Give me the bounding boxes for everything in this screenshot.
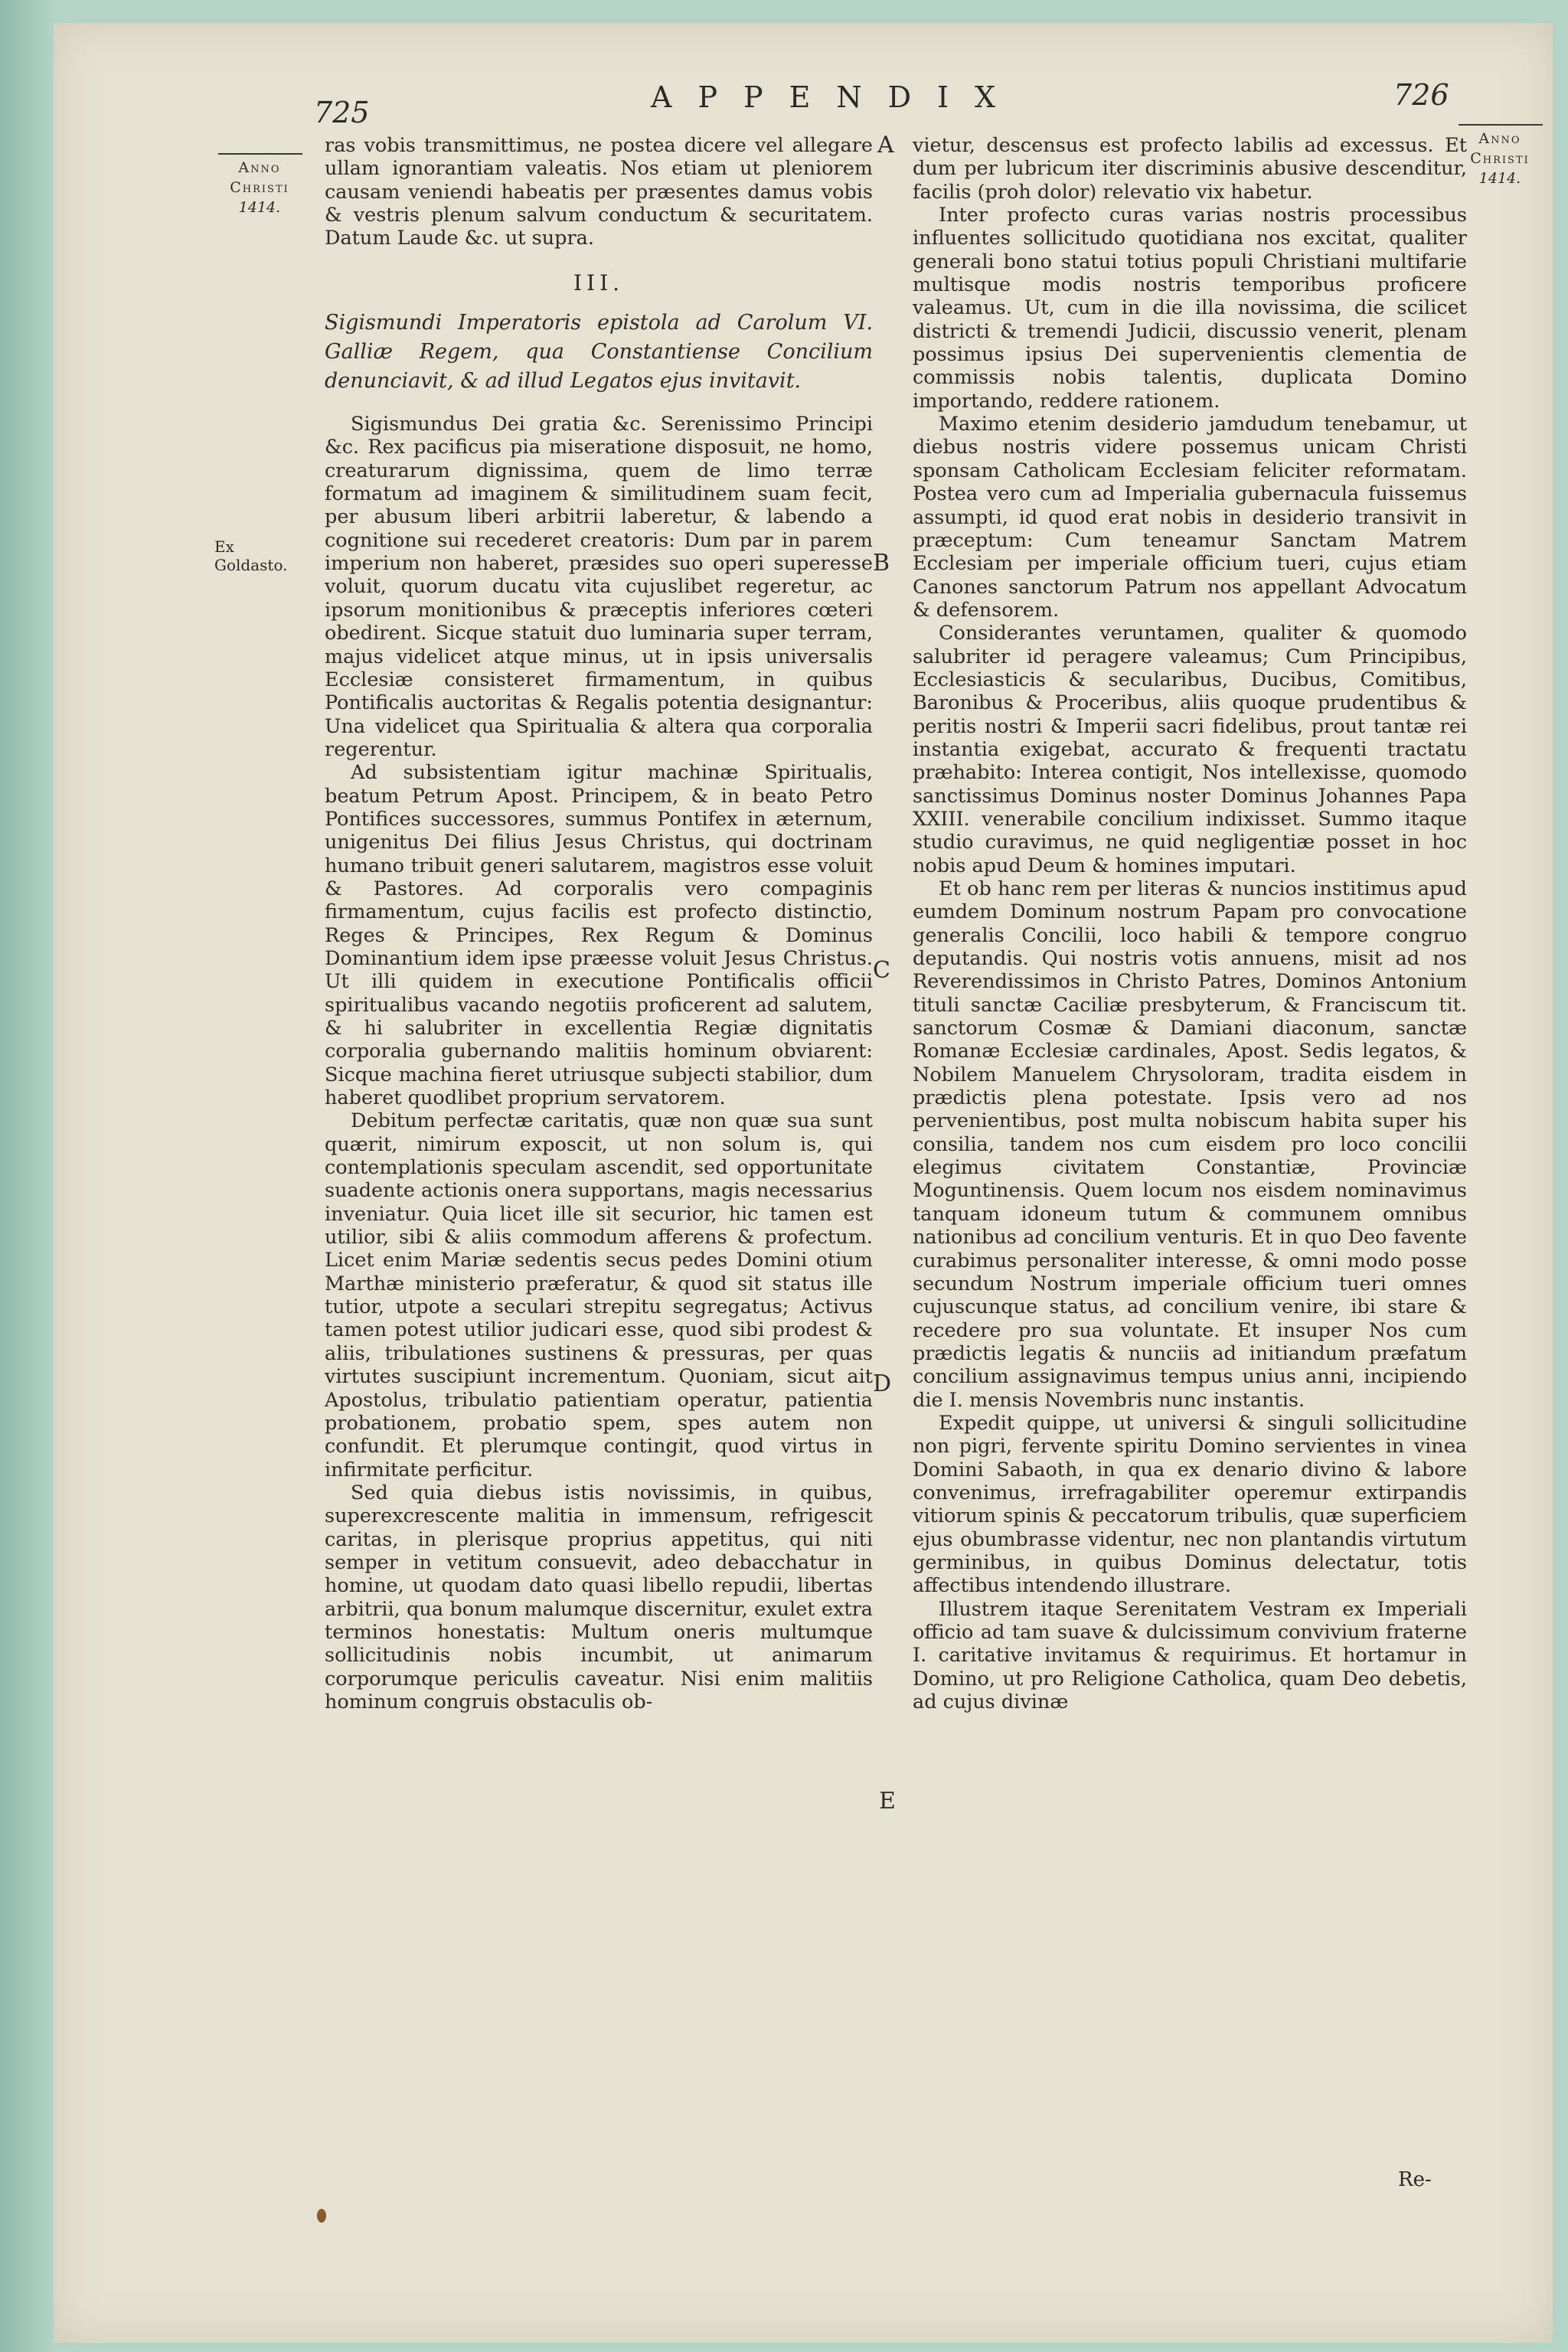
paragraph: Sed quia diebus istis novissimis, in quibus, superexcrescente malitia in immensum, refrigescit caritas, in plerisque proprius appetitus, qui niti semper in vetitum consuevit, adeo debacchatur in homine, ut quodam dato quasi libello repudii, libertas arbitrii, qua bonum malumque discernitur, exulet extra terminos honestatis: Multum oneris multumque sollicitudinis nobis incumbit, ut animarum corporumque periculis caveatur. Nisi enim malitiis hominum congruis obstaculis ob- [325,1481,873,1713]
page-number-left: 725 [314,96,370,129]
year-label: 1414. [238,199,281,216]
column-letter-c: C [873,957,890,984]
column-letter-a: A [877,132,894,158]
paragraph: Expedit quippe, ut universi & singuli sollicitudine non pigri, fervente spiritu Domino servientes in vinea Domini Sabaoth, in qua ex denario divino & labore convenimus, irrefragabiliter operemur extirpandis vitiorum spinis & peccatorum tribulis, quæ superficiem ejus obumbrasse videntur, nec non plantandis virtutum germinibus, in quibus Dominus delectatur, totis affectibus intendendo illustrare. [913,1411,1467,1598]
ink-spot [317,2209,326,2223]
column-letter-b: B [873,550,890,577]
paragraph: Et ob hanc rem per literas & nuncios institimus apud eumdem Dominum nostrum Papam pro convocatione generalis Concilii, loco habili & tempore congruo deputandis. Qui nostris votis annuens, misit ad nos Reverendissimos in Christo Patres, Dominos Antonium tituli sanctæ Caciliæ presbyterum, & Franciscum tit. sanctorum Cosmæ & Damiani diaconum, sanctæ Romanæ Ecclesiæ cardinales, Apost. Sedis legatos, & Nobilem Manuelem Chrysoloram, tradita eisdem in prædictis plena potestate. Ipsis vero ad nos pervenientibus, post multa nobiscum habita super his consilia, tandem nos cum eisdem pro loco concilii elegimus civitatem Constantiæ, Provinciæ Moguntinensis. Quem locum nos eisdem nominavimus tanquam idoneum tutum & communem omnibus nationibus ad concilium venturis. Et in quo Deo favente curabimus personaliter interesse, & omni modo posse secundum Nostrum imperiale officium tueri omnes cujuscunque status, ad concilium venire, ibi stare & recedere pro sua voluntate. Et insuper Nos cum prædictis legatis & nunciis ad initiandum præfatum concilium assignavimus tempus unius anni, incipiendo die I. mensis Novembris nunc instantis. [913,877,1467,1412]
margin-year-right [1455,129,1545,188]
margin-rule-left [218,153,302,155]
paragraph: Sigismundus Dei gratia &c. Serenissimo Principi &c. Rex pacificus pia miseratione disposuit, ne homo, creaturarum dignissima, quem de limo terræ formatum ad imaginem & similitudinem suam fecit, per abusum liberi arbitrii laberetur, & labendo a cognitione sui recederet creatoris: Dum par in parem imperium non haberet, præsides suo operi superesse voluit, quorum ducatu vita cujuslibet regeretur, ac ipsorum monitionibus & præceptis inferiores cœteri obedirent. Sicque statuit duo luminaria super terram, majus videlicet atque minus, ut in ipsis universalis Ecclesiæ consisteret firmamentum, in quibus Pontificalis auctoritas & Regalis potentia designantur: Una videlicet qua Spiritualia & altera qua corporalia regerentur. [325,413,873,761]
column-letter-d: D [873,1370,892,1397]
paragraph: Considerantes veruntamen, qualiter & quomodo salubriter id peragere valeamus; Cum Principibus, Ecclesiasticis & secularibus, Ducibus, Comitibus, Baronibus & Proceribus, aliis quoque prudentibus & peritis nostri & Imperii sacri fidelibus, prout tantæ rei instantia exigebat, accurato & frequenti tractatu præhabito: Interea contigit, Nos intellexisse, quomodo sanctissimus Dominus noster Dominus Johannes Papa XXIII. venerabile concilium indixisset. Summo itaque studio curavimus, ne quid negligentiæ posset in hoc nobis apud Deum & homines imputari. [913,622,1467,877]
catchword: Re- [1398,2168,1432,2191]
page-number-right: 726 [1393,78,1449,112]
running-head: APPENDIX [651,80,1022,114]
section-title: Sigismundi Imperatoris epistola ad Carolum VI. Galliæ Regem, qua Constantiense Concilium denunciavit, & ad illud Legatos ejus invitavit. [325,311,873,394]
paragraph: Inter profecto curas varias nostris processibus influentes sollicitudo quotidiana nos excitat, qualiter generali bono statui totius populi Christiani multifarie multisque modis nostris temporibus proficere valeamus. Ut, cum in die illa novissima, die scilicet districti & tremendi Judicii, discussio venerit, plenam possimus ipsius Dei supervenientis clementia de commissis nobis talentis, duplicata Domino importando, reddere rationem. [913,204,1467,413]
margin-source-note: Ex Goldasto. [214,537,288,574]
paragraph: Maximo etenim desiderio jamdudum tenebamur, ut diebus nostris videre possemus unicam Christi sponsam Catholicam Ecclesiam feliciter reformatam. Postea vero cum ad Imperialia gubernacula fuissemus assumpti, id quod erat nobis in desiderio transivit in præceptum: Cum teneamur Sanctam Matrem Ecclesiam per imperiale officium tueri, cujus etiam Canones sanctorum Patrum nos appellant Advocatum & defensorem. [913,413,1467,622]
paragraph: Debitum perfectæ caritatis, quæ non quæ sua sunt quærit, nimirum exposcit, ut non solum is, qui contemplationis speculam ascendit, sed opportunitate suadente actionis onera supportans, magis necessarius inveniatur. Quia licet ille sit securior, hic tamen est utilior, sibi & aliis commodum afferens & profectum. Licet enim Mariæ sedentis secus pedes Domini otium Marthæ ministerio præferatur, & quod sit status ille tutior, utpote a seculari strepitu segregatus; Activus tamen potest utilior judicari esse, quod sibi prodest & aliis, tribulationes sustinens & pressuras, per quas virtutes suscipiunt incrementum. Quoniam, sicut ait Apostolus, tribulatio patientiam operatur, patientia probationem, probatio spem, spes autem non confundit. Et plerumque contingit, quod virtus in infirmitate perficitur. [325,1109,873,1481]
christi-label: Christi [230,179,289,196]
right-column [913,134,1467,1713]
section-number: III. [573,270,625,296]
scan-edge [0,0,54,2352]
christi-label: Christi [1470,150,1530,167]
left-column [325,134,873,1713]
year-label: 1414. [1478,170,1521,187]
margin-rule-right [1459,124,1543,126]
opening-paragraph: ras vobis transmittimus, ne postea dicere vel allegare ullam ignorantiam valeatis. Nos etiam ut pleniorem causam veniendi habeatis per præsentes damus vobis & vestris plenum salvum conductum & securitatem. Datum Laude &c. ut supra. [325,134,873,250]
column-letter-e: E [879,1788,896,1815]
paragraph: Ad subsistentiam igitur machinæ Spiritualis, beatum Petrum Apost. Principem, & in beato Petro Pontifices successores, summus Pontifex in æternum, unigenitus Dei filius Jesus Christus, qui doctrinam humano tribuit generi salutarem, magistros esse voluit & Pastores. Ad corporalis vero compaginis firmamentum, cujus facilis est profecto distinctio, Reges & Principes, Rex Regum & Dominus Dominantium idem ipse præesse voluit Jesus Christus. Ut illi quidem in executione Pontificalis officii spiritualibus vacando negotiis proficerent ad salutem, & hi salubriter in excellentia Regiæ dignitatis corporalia gubernando malitiis hominum obviarent: Sicque machina fieret utriusque subjecti stabilior, dum haberet quodlibet proprium servatorem. [325,761,873,1110]
anno-label: Anno [1478,130,1521,147]
paragraph: Illustrem itaque Serenitatem Vestram ex Imperiali officio ad tam suave & dulcissimum convivium fraterne I. caritative invitamus & requirimus. Et hortamur in Domino, ut pro Religione Catholica, quam Deo debetis, ad cujus divinæ [913,1597,1467,1714]
margin-year-left [214,158,305,217]
anno-label: Anno [238,159,281,176]
paragraph: vietur, descensus est profecto labilis ad excessus. Et dum per lubricum iter discriminis abusive descenditur, facilis (proh dolor) relevatio vix habetur. [913,134,1467,204]
